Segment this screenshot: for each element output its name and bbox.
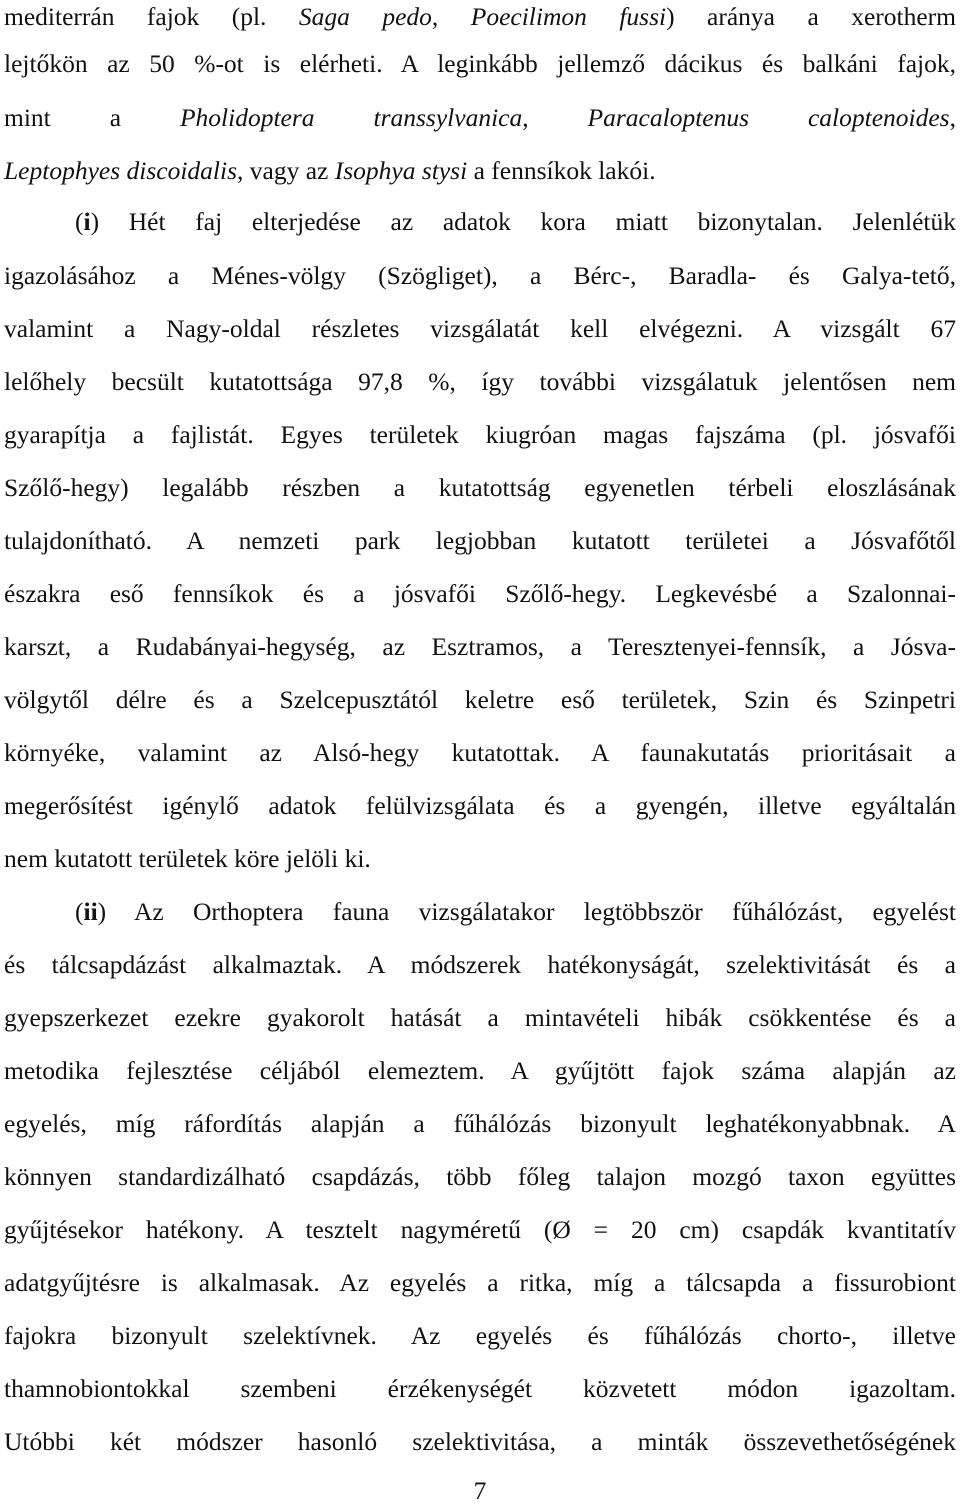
- text-line: gyepszerkezet ezekre gyakorolt hatását a mintavételi hibák csökkentése és a: [4, 1003, 956, 1032]
- text-line: thamnobiontokkal szembeni érzékenységét közvetett módon igazoltam.: [4, 1374, 956, 1403]
- text-line: lejtőkön az 50 %-ot is elérheti. A leginkább jellemző dácikus és balkáni fajok,: [4, 49, 956, 78]
- text-line: fajokra bizonyult szelektívnek. Az egyelés és fűhálózás chorto-, illetve: [4, 1321, 956, 1350]
- text-line: völgytől délre és a Szelcepusztától keletre eső területek, Szin és Szinpetri: [4, 685, 956, 714]
- text-line: (ii) Az Orthoptera fauna vizsgálatakor legtöbbször fűhálózást, egyelést: [75, 897, 956, 926]
- text-line: Leptophyes discoidalis, vagy az Isophya stysi a fennsíkok lakói.: [4, 156, 656, 185]
- text-line: tulajdonítható. A nemzeti park legjobban kutatott területei a Jósvafőtől: [4, 526, 956, 555]
- text-line: lelőhely becsült kutatottsága 97,8 %, így további vizsgálatuk jelentősen nem: [4, 367, 956, 396]
- text-line: igazolásához a Ménes-völgy (Szögliget), a Bérc-, Baradla- és Galya-tető,: [4, 261, 956, 290]
- text-line: könnyen standardizálható csapdázás, több főleg talajon mozgó taxon együttes: [4, 1162, 956, 1191]
- text-line: nem kutatott területek köre jelöli ki.: [4, 844, 371, 873]
- text-line: környéke, valamint az Alsó-hegy kutatottak. A faunakutatás prioritásait a: [4, 738, 956, 767]
- text-line: valamint a Nagy-oldal részletes vizsgálatát kell elvégezni. A vizsgált 67: [4, 314, 956, 343]
- text-line: karszt, a Rudabányai-hegység, az Esztramos, a Teresztenyei-fennsík, a Jósva-: [4, 632, 956, 661]
- text-line: egyelés, míg ráfordítás alapján a fűhálózás bizonyult leghatékonyabbnak. A: [4, 1109, 956, 1138]
- page-number: 7: [473, 1476, 487, 1505]
- text-line: adatgyűjtésre is alkalmasak. Az egyelés a ritka, míg a tálcsapda a fissurobiont: [4, 1268, 956, 1297]
- text-line: és tálcsapdázást alkalmaztak. A módszerek hatékonyságát, szelektivitását és a: [4, 950, 956, 979]
- text-line: gyűjtésekor hatékony. A tesztelt nagyméretű (Ø = 20 cm) csapdák kvantitatív: [4, 1215, 956, 1244]
- text-line: északra eső fennsíkok és a jósvafői Szőlő-hegy. Legkevésbé a Szalonnai-: [4, 579, 956, 608]
- text-line: gyarapítja a fajlistát. Egyes területek kiugróan magas fajszáma (pl. jósvafői: [4, 420, 956, 449]
- text-line: mediterrán fajok (pl. Saga pedo, Poecilimon fussi) aránya a xerotherm: [4, 2, 957, 31]
- text-line: metodika fejlesztése céljából elemeztem. A gyűjtött fajok száma alapján az: [4, 1056, 956, 1085]
- text-line: Utóbbi két módszer hasonló szelektivitása, a minták összevethetőségének: [4, 1427, 956, 1456]
- text-line: (i) Hét faj elterjedése az adatok kora miatt bizonytalan. Jelenlétük: [75, 207, 956, 236]
- text-line: mint a Pholidoptera transsylvanica, Paracaloptenus caloptenoides,: [4, 103, 956, 132]
- text-line: Szőlő-hegy) legalább részben a kutatottság egyenetlen térbeli eloszlásának: [4, 473, 956, 502]
- text-line: megerősítést igénylő adatok felülvizsgálata és a gyengén, illetve egyáltalán: [4, 791, 956, 820]
